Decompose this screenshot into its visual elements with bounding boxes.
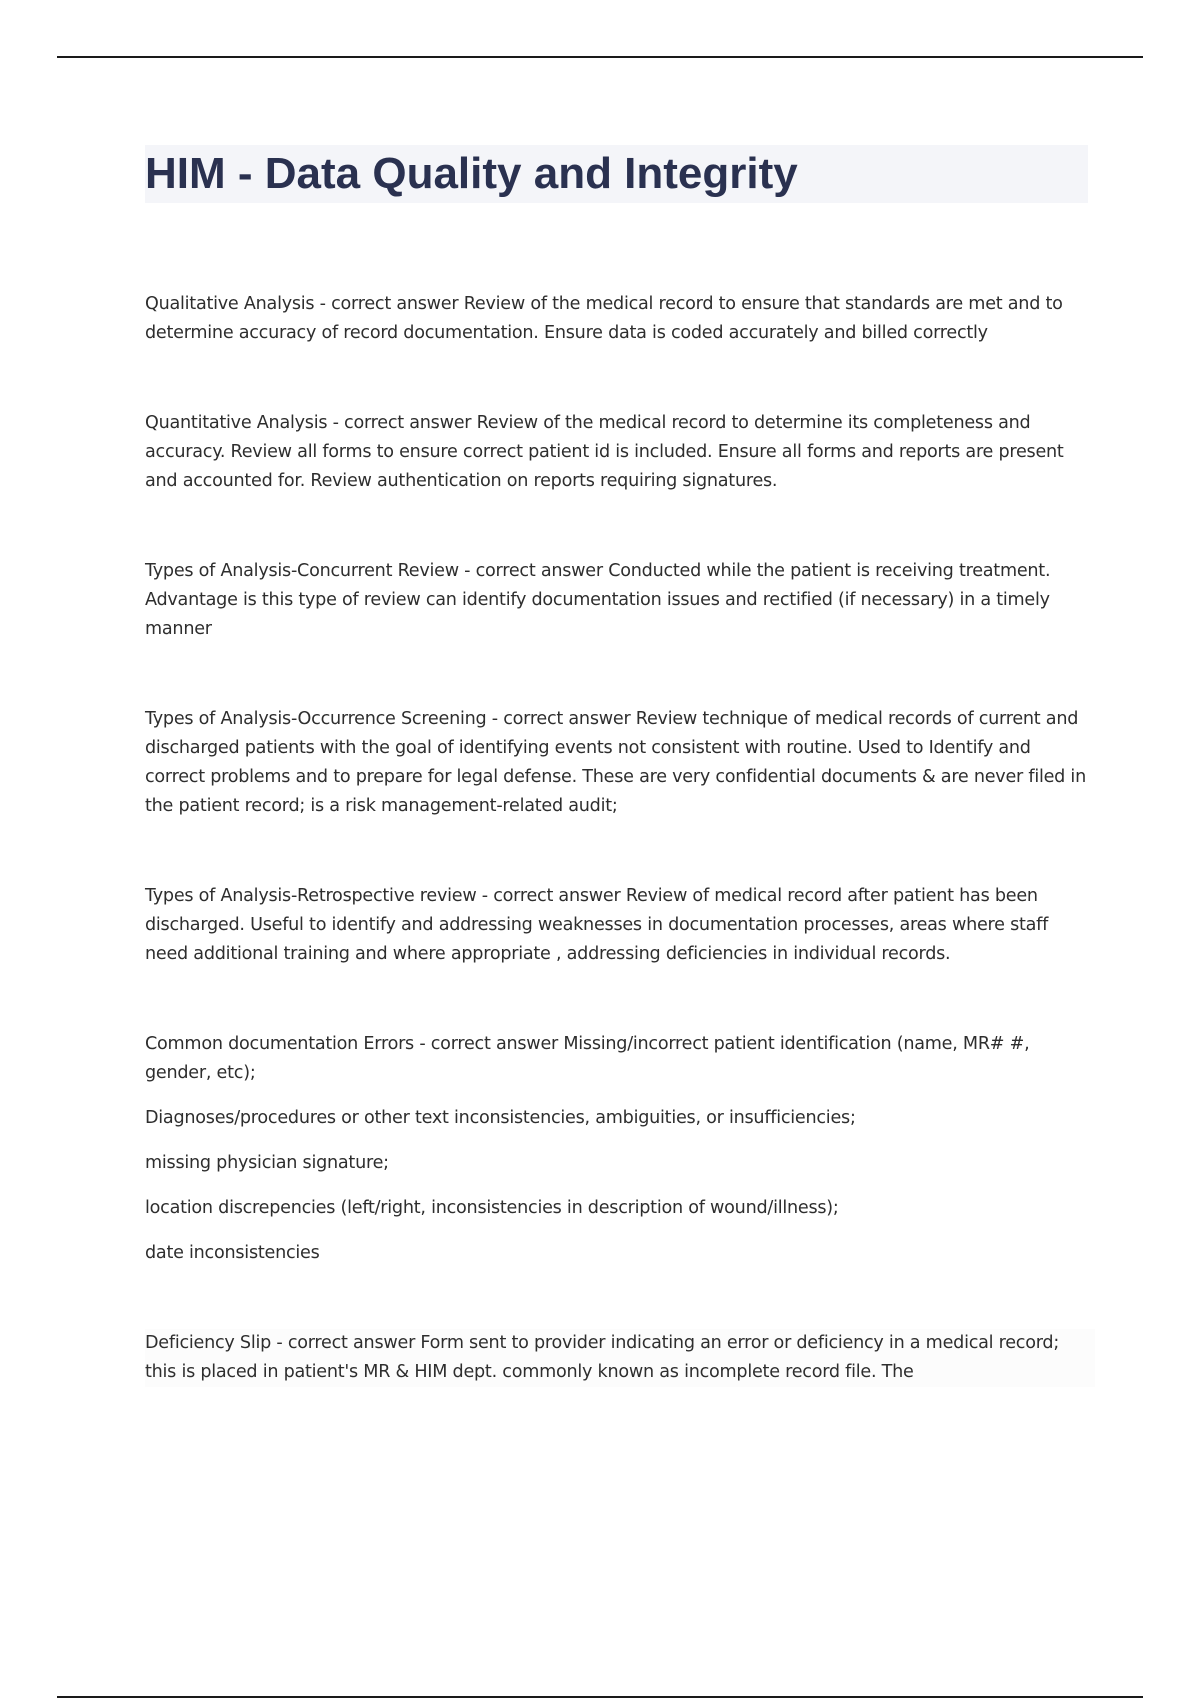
page-title: HIM - Data Quality and Integrity [145, 149, 798, 198]
entry-common-documentation-errors [145, 1030, 1095, 1268]
entry-text: Common documentation Errors - correct answer Missing/incorrect patient identification (name, MR# #, gender, etc); [145, 1034, 1030, 1083]
entry-text: Types of Analysis-Retrospective review - correct answer Review of medical record after patient has been discharged. Useful to identify and addressing weaknesses in documentation processes, areas where staff need additional training and where appropriate , addressing deficiencies in individual records. [145, 886, 1049, 964]
entry-extra-line: missing physician signature; [145, 1153, 389, 1173]
entry-text: Quantitative Analysis - correct answer Review of the medical record to determine its completeness and accuracy. Review all forms to ensure correct patient id is included. Ensure all forms and reports are present and accounted for. Review authentication on reports requiring signatures. [145, 413, 1064, 491]
title-banner [145, 145, 1088, 203]
entry-qualitative-analysis [145, 290, 1095, 348]
entry-extra-line: Diagnoses/procedures or other text inconsistencies, ambiguities, or insufficiencies; [145, 1108, 856, 1128]
entry-occurrence-screening [145, 705, 1095, 821]
entry-extra-line: location discrepencies (left/right, inconsistencies in description of wound/illness); [145, 1198, 839, 1218]
entry-extra-line: date inconsistencies [145, 1243, 320, 1263]
header-rule [57, 56, 1143, 58]
entry-quantitative-analysis [145, 409, 1095, 496]
entry-text: Types of Analysis-Concurrent Review - correct answer Conducted while the patient is receiving treatment. Advantage is this type of review can identify documentation issues and rectified (if necessary) in a timely manner [145, 561, 1051, 639]
footer-rule [57, 1696, 1143, 1698]
entry-text: Deficiency Slip - correct answer Form sent to provider indicating an error or deficiency in a medical record; this is placed in patient's MR & HIM dept. commonly known as incomplete record file. The [145, 1333, 1060, 1382]
entry-deficiency-slip [145, 1329, 1095, 1387]
entry-text: Types of Analysis-Occurrence Screening - correct answer Review technique of medical records of current and discharged patients with the goal of identifying events not consistent with routine. Used to Identify and correct problems and to prepare for legal defense. These are very confidential documents & are never filed in the patient record; is a risk management-related audit; [145, 709, 1086, 816]
entry-concurrent-review [145, 557, 1095, 644]
entry-text: Qualitative Analysis - correct answer Review of the medical record to ensure that standards are met and to determine accuracy of record documentation. Ensure data is coded accurately and billed correctly [145, 294, 1063, 343]
entry-retrospective-review [145, 882, 1095, 969]
document-body [145, 290, 1095, 1387]
